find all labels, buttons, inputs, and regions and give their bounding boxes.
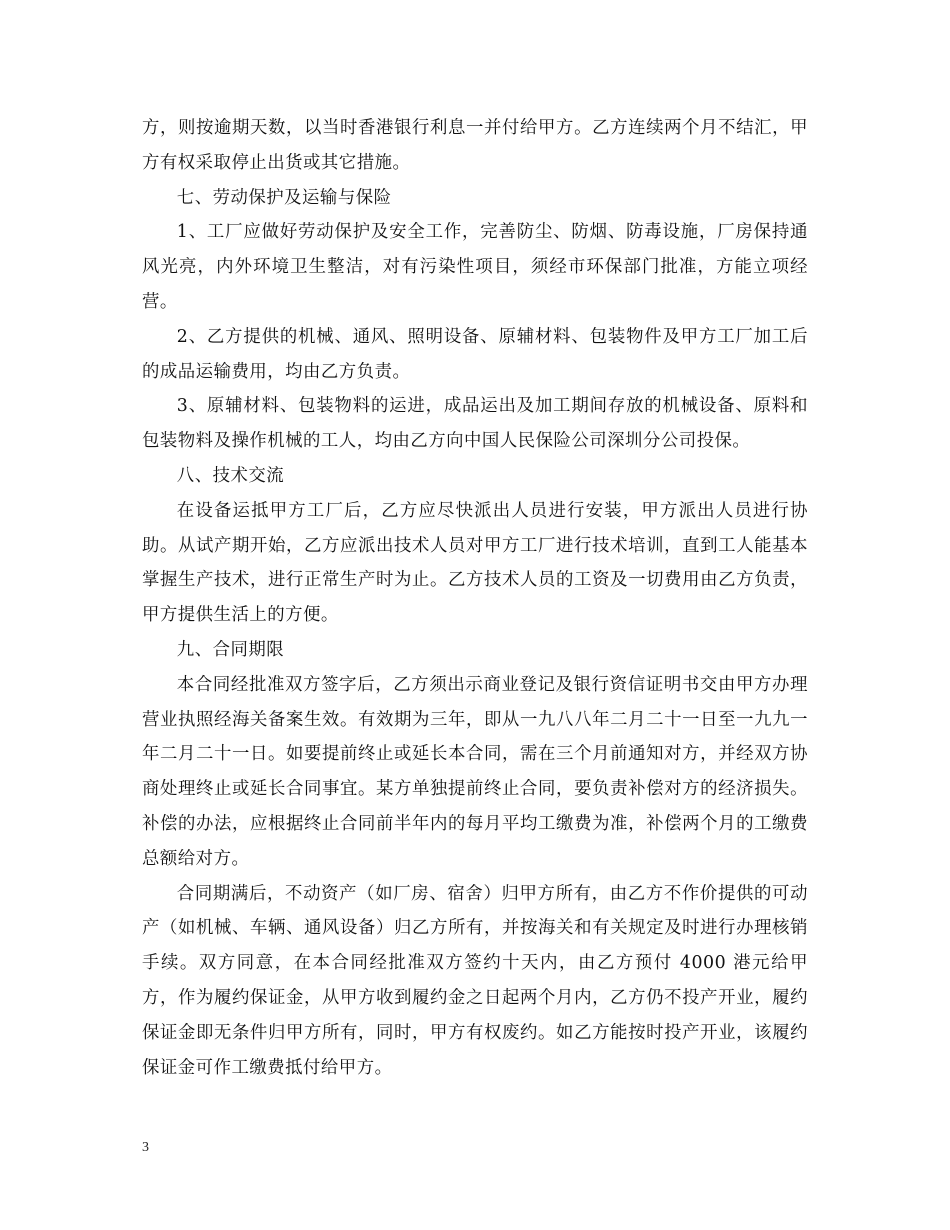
section-heading-tech-exchange: 八、技术交流 <box>176 465 285 486</box>
paragraph-labor-protection-1: 1、工厂应做好劳动保护及安全工作，完善防尘、防烟、防毒设施，厂房保持通风光亮，内外环境卫生整洁，对有污染性项目，须经市环保部门批准，方能立项经营。 <box>142 222 808 312</box>
paragraph-labor-protection-3: 3、原辅材料、包装物料的运进，成品运出及加工期间存放的机械设备、原料和包装物料及操作机械的工人，均由乙方向中国人民保险公司深圳分公司投保。 <box>142 396 808 452</box>
paragraph-contract-expiry: 合同期满后，不动资产（如厂房、宿舍）归甲方所有，由乙方不作价提供的可动产（如机械、车辆、通风设备）归乙方所有，并按海关和有关规定及时进行办理核销手续。双方同意，在本合同经批准双方签约十天内，由乙方预付 4000 港元给甲方，作为履约保证金，从甲方收到履约金之日起两个月内，乙方仍不投产开业，履约保证金即无条件归甲方所有，同时，甲方有权废约。如乙方能按时投产开业，该履约保证金可作工缴费抵付给甲方。 <box>142 883 808 1078</box>
section-heading-contract-term: 九、合同期限 <box>176 639 285 660</box>
paragraph-labor-protection-2: 2、乙方提供的机械、通风、照明设备、原辅材料、包装物件及甲方工厂加工后的成品运输费用，均由乙方负责。 <box>142 326 808 382</box>
document-body <box>142 111 808 1085</box>
page-number: 3 <box>142 1140 149 1155</box>
paragraph-contract-term: 本合同经批准双方签字后，乙方须出示商业登记及银行资信证明书交由甲方办理营业执照经海关备案生效。有效期为三年，即从一九八八年二月二十一日至一九九一年二月二十一日。如要提前终止或延长本合同，需在三个月前通知对方，并经双方协商处理终止或延长合同事宜。某方单独提前终止合同，要负责补偿对方的经济损失。补偿的办法，应根据终止合同前半年内的每月平均工缴费为准，补偿两个月的工缴费总额给对方。 <box>142 674 808 869</box>
paragraph-payment-terms: 方，则按逾期天数，以当时香港银行利息一并付给甲方。乙方连续两个月不结汇，甲方有权采取停止出货或其它措施。 <box>142 118 808 173</box>
section-heading-labor-protection: 七、劳动保护及运输与保险 <box>176 187 392 208</box>
paragraph-tech-exchange: 在设备运抵甲方工厂后，乙方应尽快派出人员进行安装，甲方派出人员进行协助。从试产期开始，乙方应派出技术人员对甲方工厂进行技术培训，直到工人能基本掌握生产技术，进行正常生产时为止。乙方技术人员的工资及一切费用由乙方负责，甲方提供生活上的方便。 <box>142 500 808 626</box>
